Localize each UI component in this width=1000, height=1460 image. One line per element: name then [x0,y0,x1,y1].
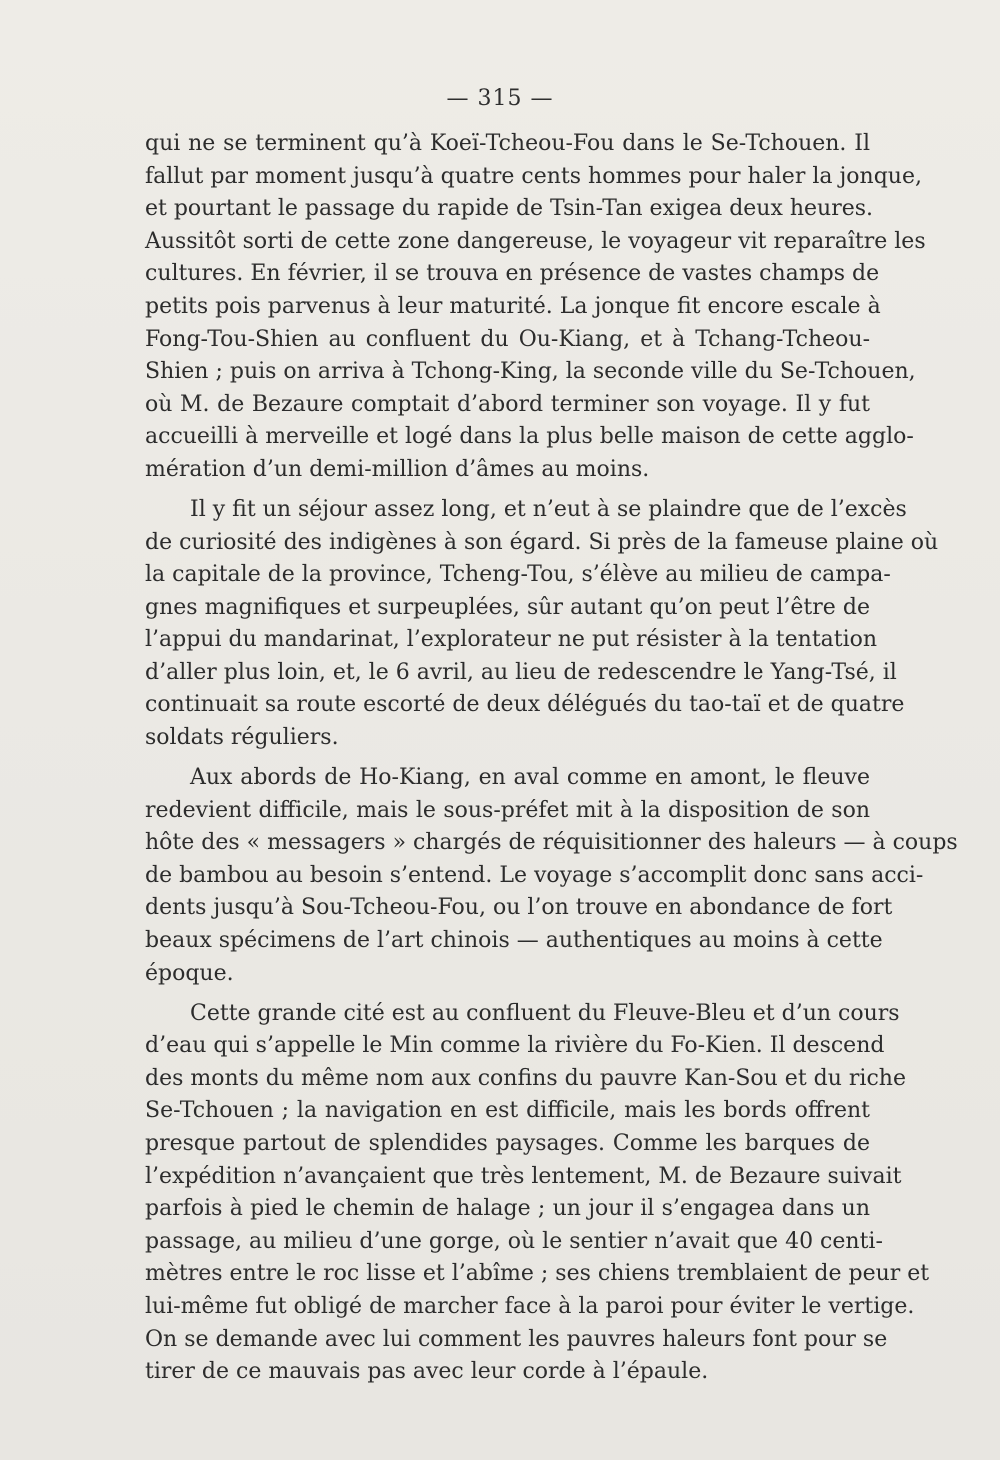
text-line: Shien ; puis on arriva à Tchong-King, la seconde ville du Se-Tchouen, [145,359,916,385]
text-line: époque. [145,960,234,986]
text-line: cultures. En février, il se trouva en présence de vastes champs de [145,261,880,287]
text-line: la capitale de la province, Tcheng-Tou, s’élève au milieu de campa- [145,562,891,588]
text-line: mètres entre le roc lisse et l’abîme ; ses chiens tremblaient de peur et [145,1261,930,1287]
text-line: Fong-Tou-Shien au confluent du Ou-Kiang, et à Tchang-Tcheou- [145,326,870,352]
text-line: d’aller plus loin, et, le 6 avril, au lieu de redescendre le Yang-Tsé, il [145,659,897,685]
text-line: presque partout de splendides paysages. Comme les barques de [145,1130,870,1156]
text-line: lui-même fut obligé de marcher face à la paroi pour éviter le vertige. [145,1293,915,1319]
text-line: beaux spécimens de l’art chinois — authentiques au moins à cette [145,928,883,954]
text-line: Se-Tchouen ; la navigation en est difficile, mais les bords offrent [145,1098,870,1124]
text-line: parfois à pied le chemin de halage ; un jour il s’engagea dans un [145,1196,870,1222]
text-line: l’expédition n’avançaient que très lentement, M. de Bezaure suivait [145,1163,902,1189]
text-line: Cette grande cité est au confluent du Fleuve-Bleu et d’un cours [190,1000,900,1026]
text-line: où M. de Bezaure comptait d’abord terminer son voyage. Il y fut [145,391,870,417]
paragraph [145,998,930,1389]
text-line: fallut par moment jusqu’à quatre cents hommes pour haler la jonque, [145,163,922,189]
paragraph [145,494,939,755]
text-line: On se demande avec lui comment les pauvres haleurs font pour se [145,1326,888,1352]
text-line: tirer de ce mauvais pas avec leur corde à l’épaule. [145,1359,709,1385]
text-line: et pourtant le passage du rapide de Tsin-Tan exigea deux heures. [145,196,874,222]
paragraph [145,128,926,487]
body-text [145,128,958,1389]
paragraph [145,762,958,990]
text-line: Aux abords de Ho-Kiang, en aval comme en amont, le fleuve [190,765,870,791]
text-line: d’eau qui s’appelle le Min comme la rivière du Fo-Kien. Il descend [145,1033,885,1059]
text-line: continuait sa route escorté de deux délégués du tao-taï et de quatre [145,692,905,718]
text-line: Aussitôt sorti de cette zone dangereuse, le voyageur vit reparaître les [145,228,926,254]
text-line: Il y fit un séjour assez long, et n’eut à se plaindre que de l’excès [190,496,907,522]
text-line: de curiosité des indigènes à son égard. Si près de la fameuse plaine où [145,529,939,555]
text-line: gnes magnifiques et surpeuplées, sûr autant qu’on peut l’être de [145,594,870,620]
text-line: redevient difficile, mais le sous-préfet mit à la disposition de son [145,797,870,823]
text-line: dents jusqu’à Sou-Tcheou-Fou, ou l’on trouve en abondance de fort [145,895,893,921]
text-line: petits pois parvenus à leur maturité. La jonque fit encore escale à [145,293,881,319]
text-line: hôte des « messagers » chargés de réquisitionner des haleurs — à coups [145,830,958,856]
text-line: l’appui du mandarinat, l’explorateur ne put résister à la tentation [145,627,878,653]
text-line: des monts du même nom aux confins du pauvre Kan-Sou et du riche [145,1065,906,1091]
text-line: accueilli à merveille et logé dans la plus belle maison de cette agglo- [145,424,914,450]
text-line: qui ne se terminent qu’à Koeï-Tcheou-Fou dans le Se-Tchouen. Il [145,131,870,156]
text-line: soldats réguliers. [145,725,339,751]
page-number: — 315 — [446,86,554,111]
text-line: passage, au milieu d’une gorge, où le sentier n’avait que 40 centi- [145,1228,883,1254]
text-line: de bambou au besoin s’entend. Le voyage s’accomplit donc sans acci- [145,862,924,888]
text-line: mération d’un demi-million d’âmes au moins. [145,456,650,482]
